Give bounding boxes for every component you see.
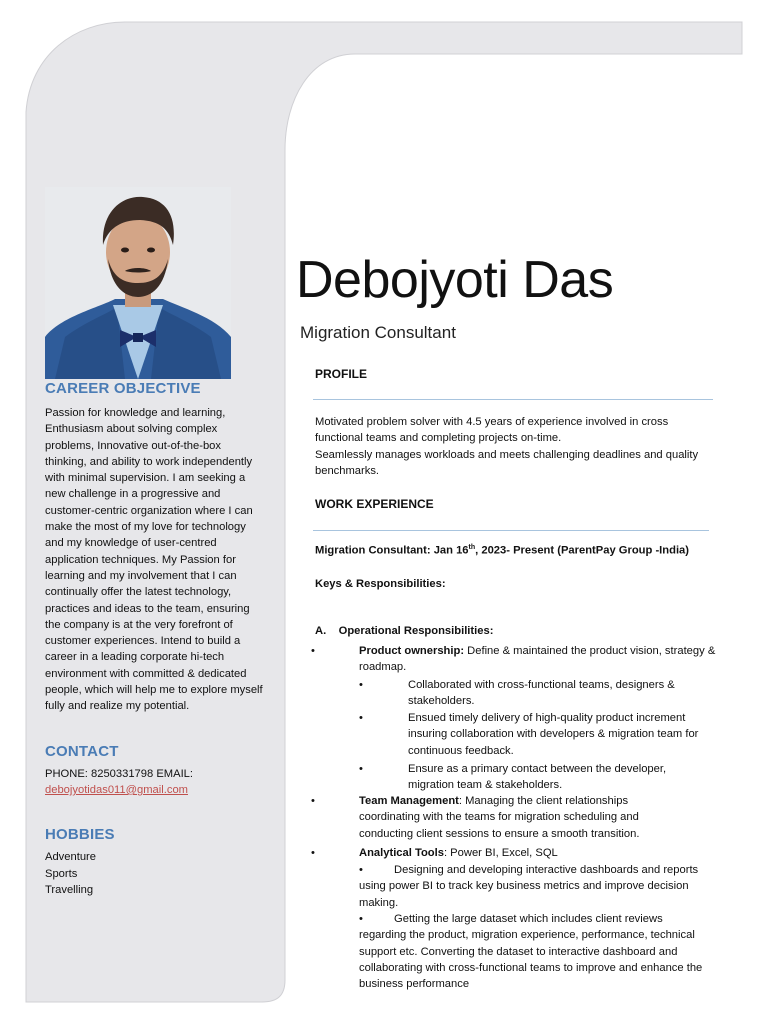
item-title: Team Management: [359, 795, 459, 807]
item-title: Analytical Tools: [359, 847, 444, 859]
sub-item: Collaborated with cross-functional teams, designers & stakeholders.: [408, 679, 675, 708]
job-title-pre: Migration Consultant: Jan 16: [315, 544, 469, 557]
sub-bullet: •: [359, 679, 363, 691]
operational-heading: [315, 625, 493, 637]
sub-bullet: •: [359, 913, 363, 925]
candidate-role: Migration Consultant: [300, 323, 456, 342]
profile-text: [315, 414, 715, 479]
profile-photo: [45, 187, 231, 379]
contact-block: [45, 766, 265, 799]
job-date-suffix: th: [468, 544, 476, 551]
career-objective-heading: CAREER OBJECTIVE: [45, 380, 201, 397]
sub-bullet: •: [359, 864, 363, 876]
work-experience-heading: WORK EXPERIENCE: [315, 497, 434, 511]
operational-title: Operational Responsibilities:: [338, 625, 494, 637]
sidebar: [45, 380, 265, 898]
bullet: •: [311, 847, 315, 859]
sub-item: Ensure as a primary contact between the developer, migration team & stakeholders.: [408, 763, 667, 792]
hobby-item: Adventure: [45, 851, 96, 864]
item-text: : Power BI, Excel, SQL: [443, 847, 558, 859]
hobby-item: Travelling: [45, 883, 94, 896]
job-title-post: , 2023- Present (ParentPay Group -India): [475, 544, 690, 557]
analytics-sub-item: [359, 911, 709, 992]
item-text: : Managing the client relationships coordinating with the teams for migration scheduling and conducting client sessions to ensure a smooth transition.: [359, 795, 640, 840]
profile-text-line-1: Motivated problem solver with 4.5 years of experience involved in cross functional teams and completing projects on-time.: [315, 416, 669, 445]
contact-phone-line: PHONE: 8250331798 EMAIL:: [45, 767, 194, 780]
hobbies-list: [45, 849, 265, 898]
contact-heading: CONTACT: [45, 742, 119, 760]
bullet: •: [311, 795, 315, 807]
profile-text-line-2: Seamlessly manages workloads and meets challenging deadlines and quality benchmarks.: [315, 448, 699, 477]
job-title-line: [315, 544, 689, 557]
analytics-sub-item: [359, 862, 699, 911]
analytics-text: Getting the large dataset which includes client reviews regarding the product, migration experience, performance, technical support etc. Converting the dataset to interactive dashboard and collaborating with cross-functional teams to improve and enhance the business performance: [359, 913, 703, 991]
item-text: Define & maintained the product vision, strategy & roadmap.: [359, 645, 716, 674]
bullet: •: [311, 645, 315, 657]
analytics-text: Designing and developing interactive dashboards and reports using power BI to track key business metrics and improve decision making.: [359, 864, 699, 909]
profile-heading: PROFILE: [315, 367, 368, 381]
hobbies-heading: HOBBIES: [45, 826, 115, 844]
operational-letter: A.: [315, 625, 327, 637]
analytical-tools-item: [359, 845, 709, 861]
work-divider: [313, 530, 709, 531]
sub-bullet: •: [359, 712, 363, 724]
product-ownership-item: [359, 643, 721, 676]
item-title: Product ownership:: [359, 645, 465, 657]
email-link[interactable]: debojyotidas011@gmail.com: [45, 783, 188, 796]
hobby-item: Sports: [45, 867, 78, 880]
sub-bullet: •: [359, 763, 363, 775]
team-management-item: [359, 793, 659, 842]
sub-item: Ensued timely delivery of high-quality product increment insuring collaboration with developers & migration team for continuous feedback.: [408, 712, 699, 757]
candidate-name: Debojyoti Das: [296, 251, 614, 309]
career-objective-text: Passion for knowledge and learning, Enthusiasm about solving complex problems, Innovative out-of-the-box thinking, and ability to work independently with minimal supervision. I am seeking a new challenge in a progressive and customer-centric organization where I can make the most of my love for technology and my knowledge of user-centred application techniques. My Passion for learning and my involvement that I can continually offer the latest technology, practices and ideas to the team, ensuring the company is at the very forefront of customer experiences. Intend to build a career in a leading corporate hi-tech environment with committed & dedicated people, which will help me to explore myself fully and realize my potential.: [45, 407, 263, 713]
keys-responsibilities-heading: Keys & Responsibilities:: [315, 578, 446, 590]
profile-divider: [313, 399, 713, 400]
